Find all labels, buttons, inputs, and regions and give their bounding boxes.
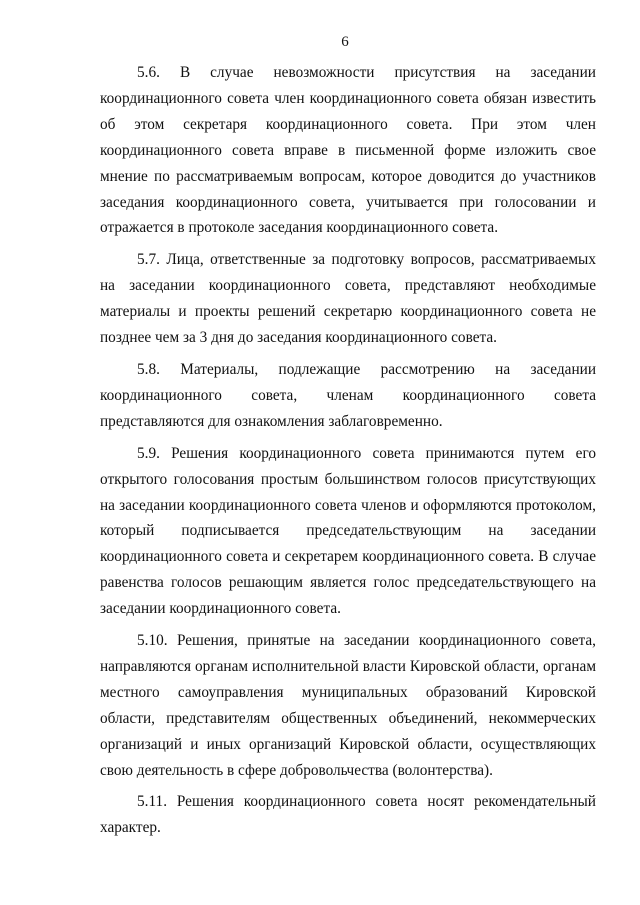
paragraph-5-11: 5.11. Решения координационного совета носят рекомендательный характер.	[100, 793, 596, 837]
paragraph-5-9: 5.9. Решения координационного совета принимаются путем его открытого голосования простым большинством голосов присутствующих на заседании координационного совета членов и оформляются протоколом, который подписывается председательствующим на заседании координационного совета и секретарем координационного совета. В случае равенства голосов решающим является голос председательствующего на заседании координационного совета.	[100, 444, 596, 618]
paragraph-5-7: 5.7. Лица, ответственные за подготовку вопросов, рассматриваемых на заседании координационного совета, представляют необходимые материалы и проекты решений секретарю координационного совета не позднее чем за 3 дня до заседания координационного совета.	[100, 251, 596, 347]
paragraph-5-6: 5.6. В случае невозможности присутствия на заседании координационного совета член координационного совета обязан известить об этом секретаря координационного совета. При этом член координационного совета вправе в письменной форме изложить свое мнение по рассматриваемым вопросам, которое доводится до участников заседания координационного совета, учитывается при голосовании и отражается в протоколе заседания координационного совета.	[100, 64, 596, 237]
page-number: 6	[341, 34, 349, 50]
paragraph-5-10: 5.10. Решения, принятые на заседании координационного совета, направляются органам исполнительной власти Кировской области, органам местного самоуправления муниципальных образований Кировской области, представителям общественных объединений, некоммерческих организаций и иных организаций Кировской области, осуществляющих свою деятельность в сфере добровольчества (волонтерства).	[100, 632, 596, 779]
document-body	[100, 60, 596, 841]
paragraph-5-8: 5.8. Материалы, подлежащие рассмотрению на заседании координационного совета, членам координационного совета представляются для ознакомления заблаговременно.	[100, 360, 596, 430]
